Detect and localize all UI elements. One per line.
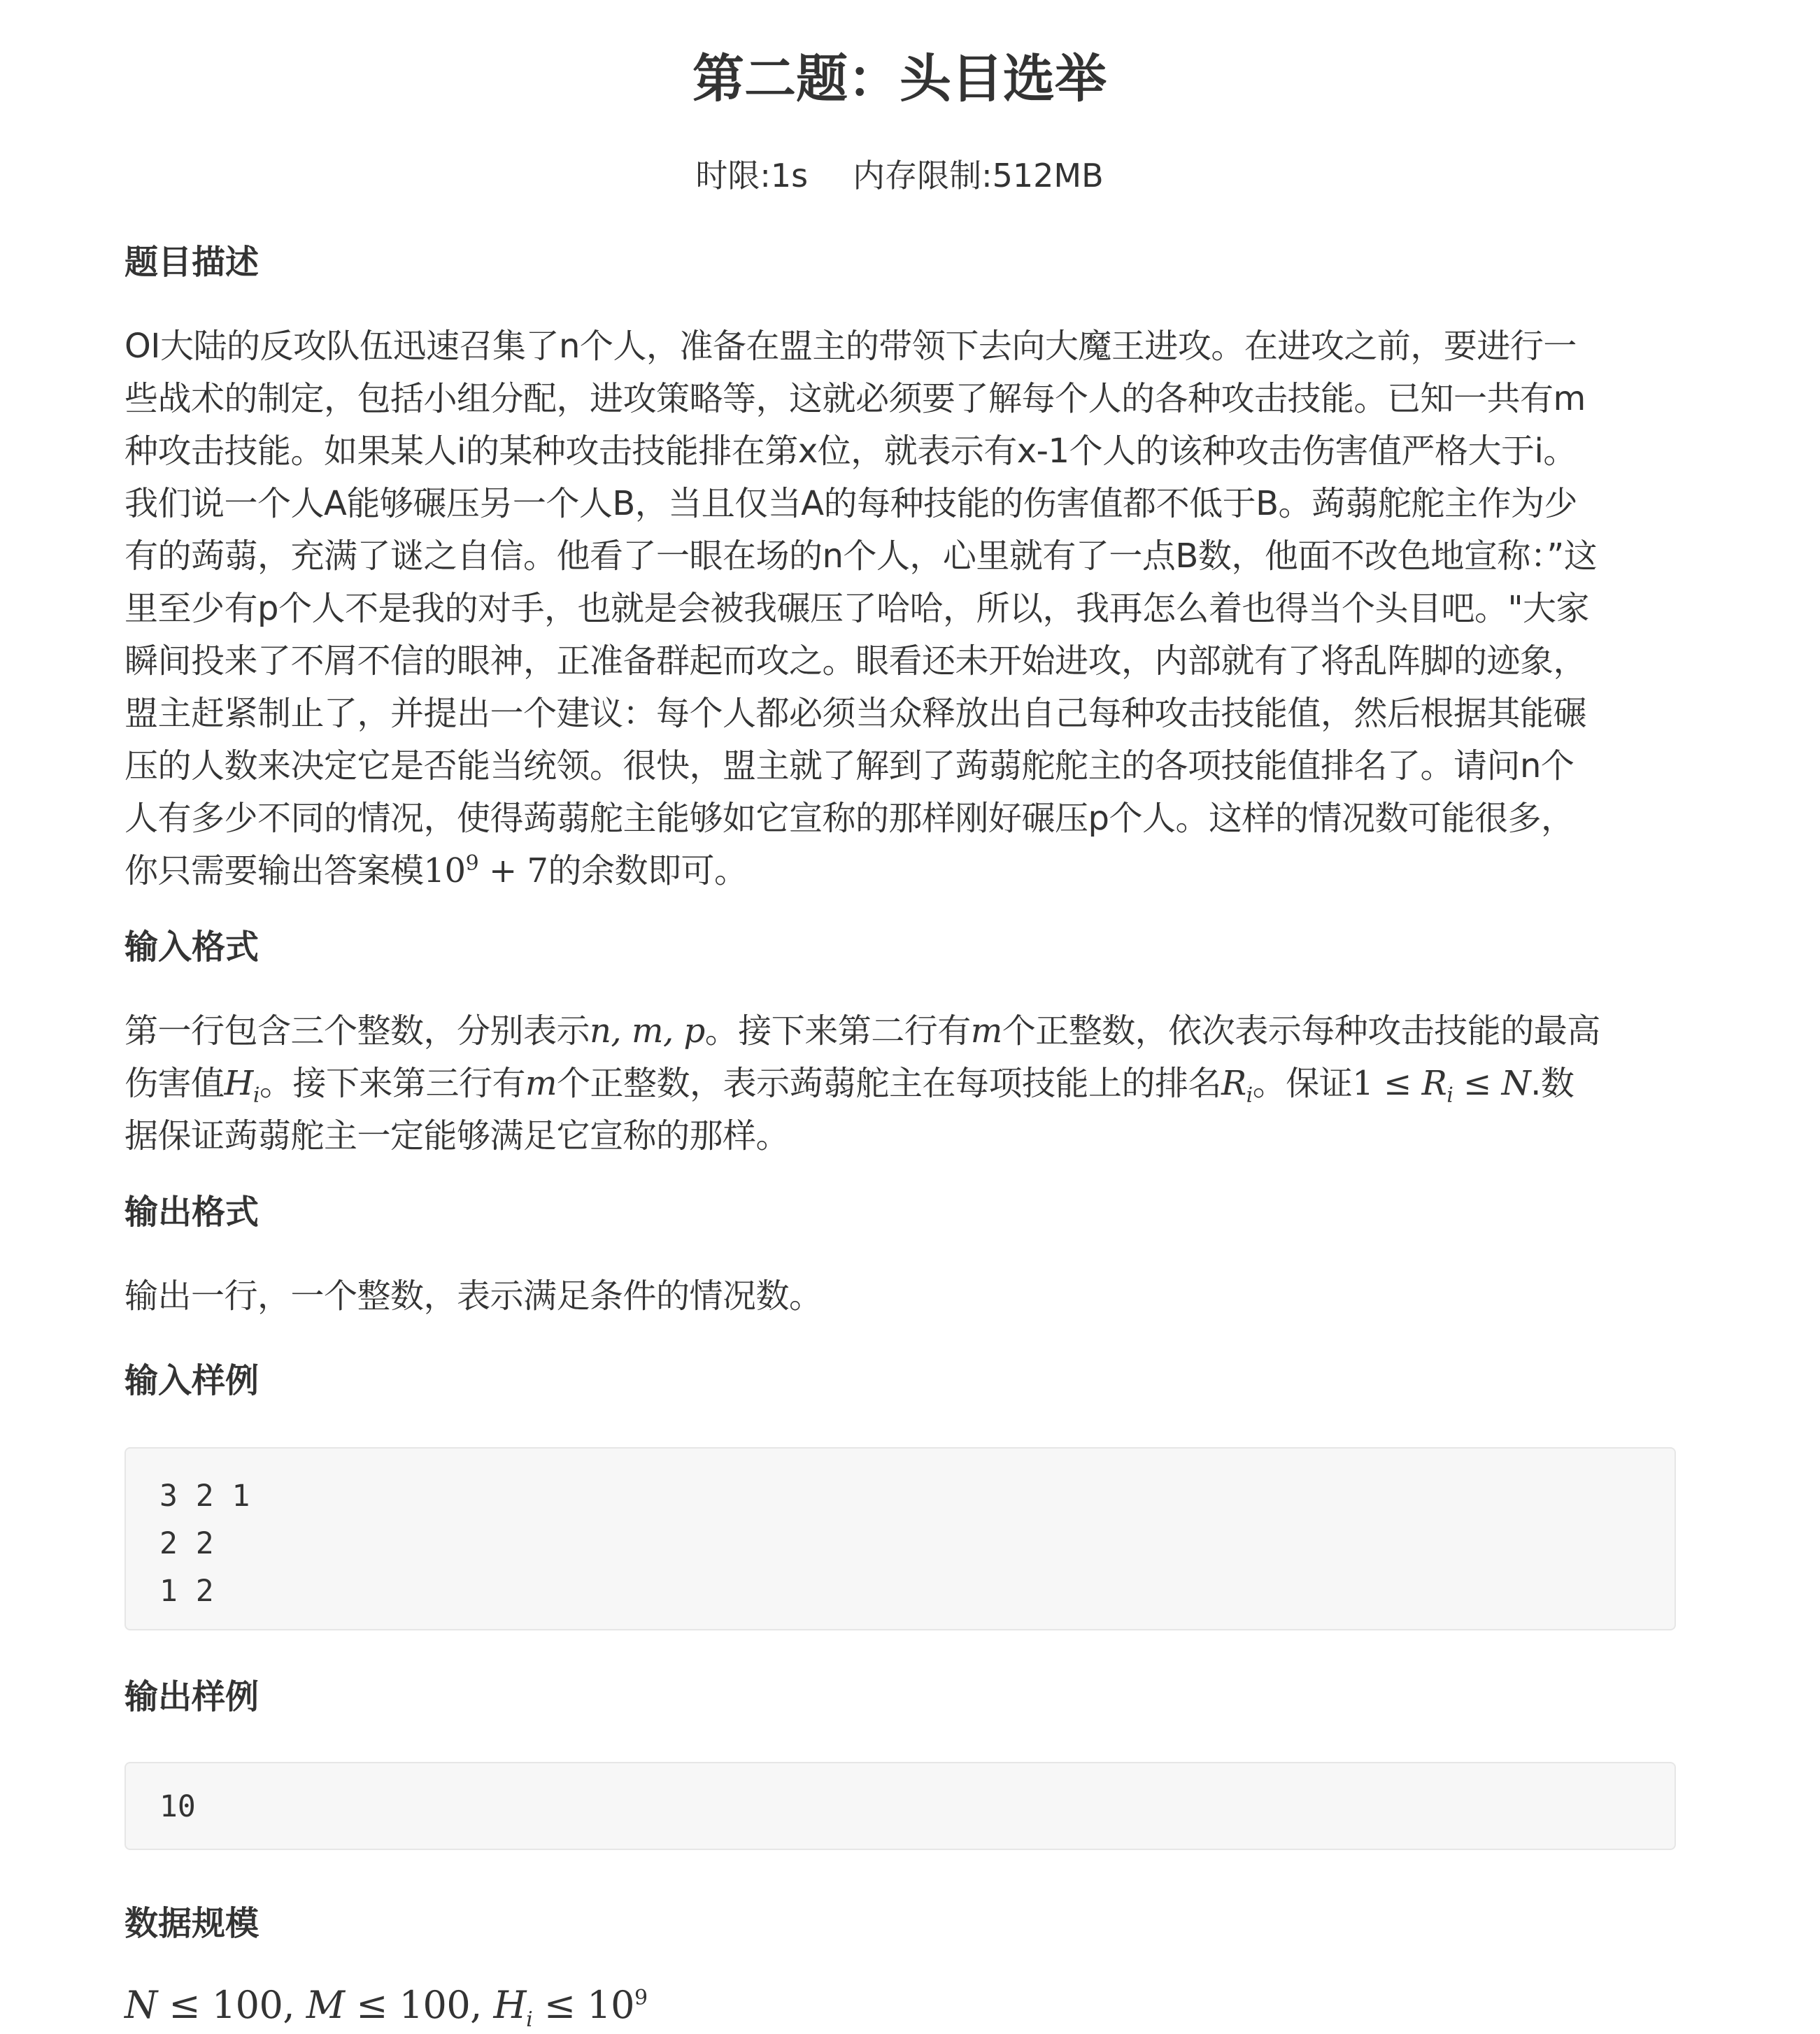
scale-m: M	[306, 1983, 345, 2027]
sample-output-heading: 输出样例	[125, 1677, 260, 1716]
output-format-text: 输出一行，一个整数，表示满足条件的情况数。	[125, 1276, 823, 1316]
scale-le-3: ≤ 10	[532, 1983, 635, 2027]
math-nmp: n, m, p	[590, 1011, 705, 1051]
input-text-2: 。接下来第二行有	[704, 1011, 971, 1051]
input-format-heading: 输入格式	[125, 927, 260, 967]
mod-base: 10	[423, 851, 466, 890]
input-text-7: .数据保证蒟蒻舵主一定能够满足它宣称的那样。	[125, 1064, 1574, 1155]
limits-line	[0, 151, 1820, 200]
input-format-text	[125, 1005, 1606, 1162]
sample-input-heading: 输入样例	[125, 1361, 260, 1400]
math-bound-le: ≤	[1453, 1064, 1502, 1103]
math-bound-r: R	[1421, 1064, 1447, 1103]
problem-title-text: 第二题：头目选举	[692, 49, 1107, 109]
input-text-1: 第一行包含三个整数，分别表示	[125, 1011, 590, 1051]
time-limit: 时限:1s	[695, 157, 809, 194]
input-text-3: 个正整数，依次表示每种攻击技能的最高伤害值	[125, 1011, 1600, 1103]
math-bound-a: 1 ≤	[1352, 1064, 1422, 1103]
scale-h: H	[493, 1983, 527, 2027]
scale-n: N	[125, 1983, 157, 2027]
input-text-5: 个正整数，表示蒟蒻舵主在每项技能上的排名	[557, 1064, 1222, 1103]
mod-plus: + 7	[478, 851, 548, 890]
scale-h-sub: i	[526, 2007, 533, 2032]
input-text-4: 。接下来第三行有	[259, 1064, 525, 1103]
data-scale-heading: 数据规模	[125, 1904, 260, 1943]
description-tail: 的余数即可。	[548, 851, 748, 890]
description-heading: 题目描述	[125, 243, 260, 282]
description-main: OI大陆的反攻队伍迅速召集了n个人，准备在盟主的带领下去向大魔王进攻。在进攻之前，要进行一些战术的制定，包括小组分配，进攻策略等，这就必须要了解每个人的各种攻击技能。已知一共有m种攻击技能。如果某人i的某种攻击技能排在第x位，就表示有x-1个人的该种攻击伤害值严格大于i。我们说一个人A能够碾压另一个人B，当且仅当A的每种技能的伤害值都不低于B。蒟蒻舵舵主作为少有的蒟蒻，充满了谜之自信。他看了一眼在场的n个人，心里就有了一点B数，他面不改色地宣称：”这里至少有p个人不是我的对手，也就是会被我碾压了哈哈，所以，我再怎么着也得当个头目吧。"大家瞬间投来了不屑不信的眼神，正准备群起而攻之。眼看还未开始进攻，内部就有了将乱阵脚的迹象，盟主赶紧制止了，并提出一个建议：每个人都必须当众释放出自己每种攻击技能值，然后根据其能碾压的人数来决定它是否能当统领。很快，盟主就了解到了蒟蒻舵舵主的各项技能值排名了。请问n个人有多少不同的情况，使得蒟蒻舵主能够如它宣称的那样刚好碾压p个人。这样的情况数可能很多，你只需要输出答案模	[125, 327, 1598, 890]
math-h: H	[224, 1064, 253, 1103]
math-r-sub: i	[1246, 1083, 1253, 1108]
description-text	[125, 320, 1606, 897]
math-r: R	[1221, 1064, 1246, 1103]
math-m: m	[970, 1011, 1002, 1051]
sample-output-code[interactable]: 10	[125, 1762, 1676, 1850]
problem-title	[0, 0, 1820, 118]
scale-le-2: ≤ 100,	[344, 1983, 494, 2027]
scale-le-1: ≤ 100,	[157, 1983, 306, 2027]
data-scale-formula	[125, 1979, 1606, 2031]
math-m-2: m	[525, 1064, 557, 1103]
math-h-sub: i	[253, 1083, 260, 1108]
mod-exp: 9	[465, 851, 479, 876]
input-text-6: 。保证	[1252, 1064, 1353, 1103]
math-bound-sub: i	[1446, 1083, 1453, 1108]
scale-exp: 9	[634, 1986, 648, 2010]
math-bound-n: N	[1501, 1064, 1531, 1103]
output-format-heading: 输出格式	[125, 1193, 260, 1232]
sample-input-code[interactable]: 3 2 1 2 2 1 2	[125, 1447, 1676, 1630]
memory-limit: 内存限制:512MB	[853, 157, 1104, 194]
